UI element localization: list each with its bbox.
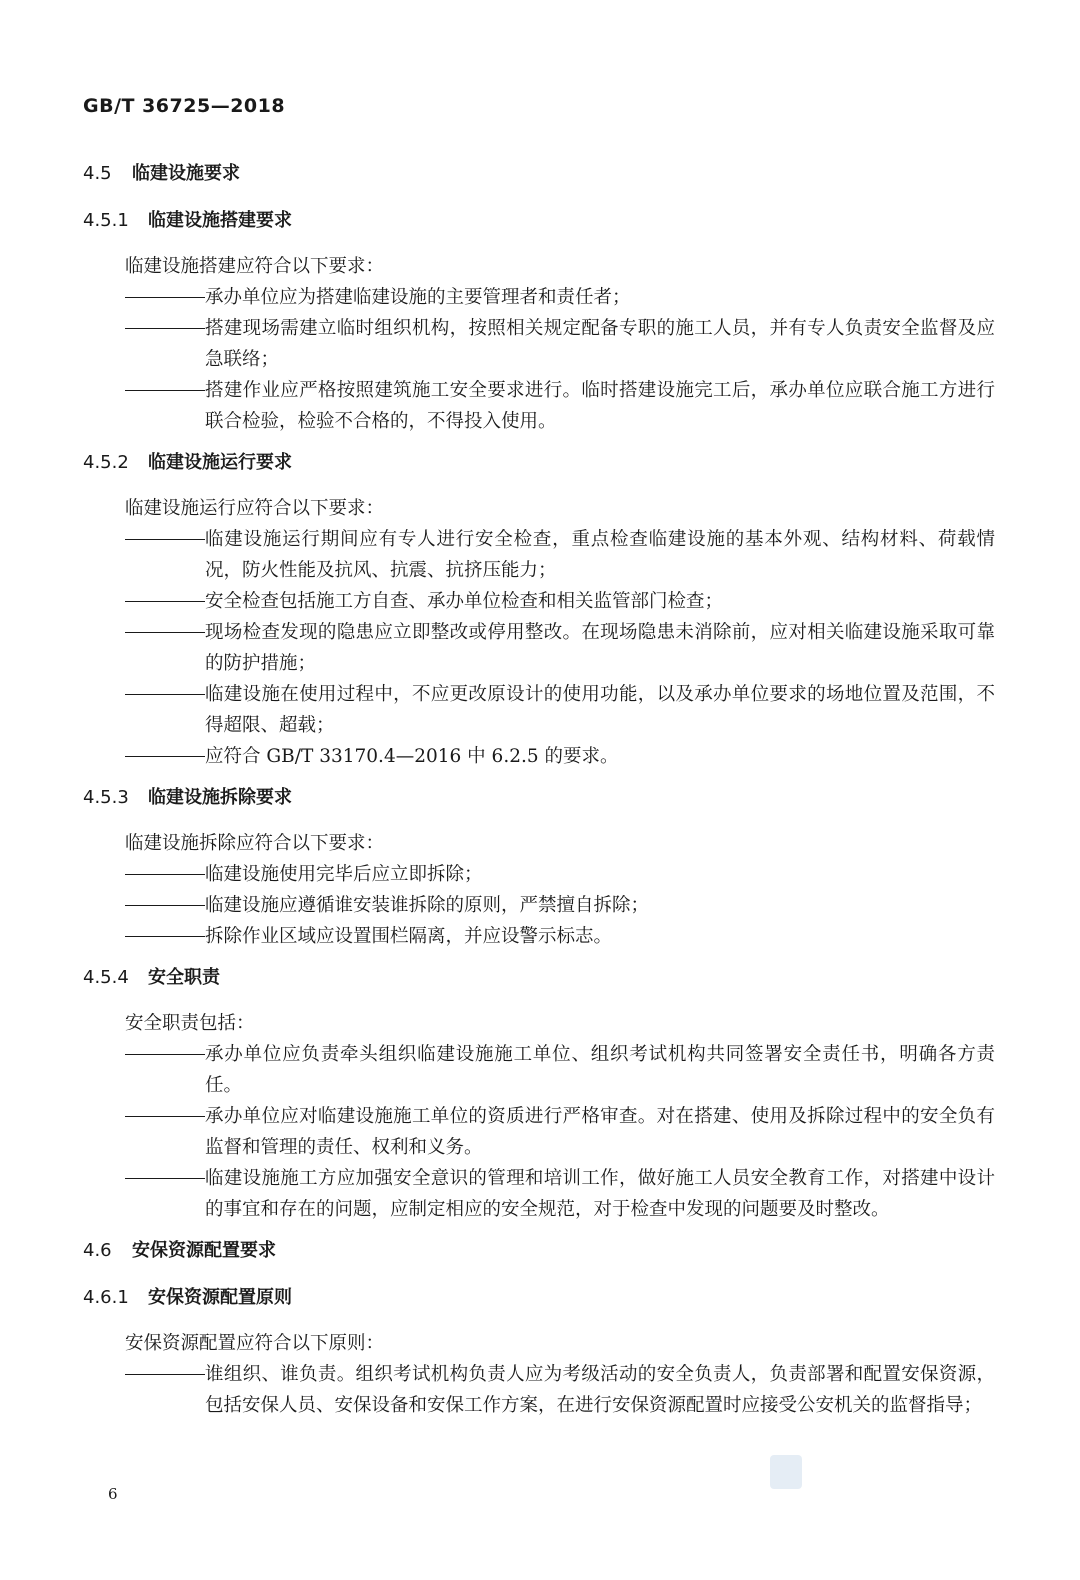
list-item: 谁组织、谁负责。组织考试机构负责人应为考级活动的安全负责人，负责部署和配置安保资源，包括安保人员、安保设备和安保工作方案，在进行安保资源配置时应接受公安机关的监督指导；: [83, 1359, 995, 1421]
heading-4-5-4: [83, 964, 995, 992]
list-item: 临建设施使用完毕后应立即拆除；: [83, 859, 995, 890]
heading-title: 安全职责: [148, 967, 220, 988]
section-intro: 安保资源配置应符合以下原则：: [125, 1333, 385, 1354]
list-item: 临建设施应遵循谁安装谁拆除的原则，严禁擅自拆除；: [83, 890, 995, 921]
section-4-5-4: [83, 964, 995, 1225]
section-intro: 临建设施拆除应符合以下要求：: [125, 833, 385, 854]
heading-number: 4.5.1: [83, 210, 129, 231]
list-item: 临建设施施工方应加强安全意识的管理和培训工作，做好施工人员安全教育工作，对搭建中设计的事宜和存在的问题，应制定相应的安全规范，对于检查中发现的问题要及时整改。: [83, 1163, 995, 1225]
section-4-5-2: [83, 449, 995, 772]
heading-4-5: [83, 160, 995, 188]
list-item: 承办单位应负责牵头组织临建设施施工单位、组织考试机构共同签署安全责任书，明确各方责任。: [83, 1039, 995, 1101]
section-intro: 临建设施搭建应符合以下要求：: [125, 256, 385, 277]
list-item: 搭建作业应严格按照建筑施工安全要求进行。临时搭建设施完工后，承办单位应联合施工方进行联合检验，检验不合格的，不得投入使用。: [83, 375, 995, 437]
watermark-logo: [770, 1455, 802, 1489]
heading-title: 临建设施要求: [132, 163, 240, 184]
section-intro: 安全职责包括：: [125, 1013, 255, 1034]
heading-4-5-1: [83, 207, 995, 235]
list-item: 临建设施在使用过程中，不应更改原设计的使用功能，以及承办单位要求的场地位置及范围，不得超限、超载；: [83, 679, 995, 741]
heading-4-6-1: [83, 1284, 995, 1312]
heading-title: 临建设施运行要求: [148, 452, 292, 473]
heading-4-6: [83, 1237, 995, 1265]
list-item: 应符合 GB/T 33170.4—2016 中 6.2.5 的要求。: [83, 741, 995, 772]
section-4-6-1: [83, 1284, 995, 1421]
list-item: 承办单位应对临建设施施工单位的资质进行严格审查。对在搭建、使用及拆除过程中的安全负有监督和管理的责任、权利和义务。: [83, 1101, 995, 1163]
heading-title: 安保资源配置要求: [132, 1240, 276, 1261]
heading-number: 4.6.1: [83, 1287, 129, 1308]
section-4-5-3: [83, 784, 995, 952]
list-item: 现场检查发现的隐患应立即整改或停用整改。在现场隐患未消除前，应对相关临建设施采取可靠的防护措施；: [83, 617, 995, 679]
heading-number: 4.5.2: [83, 452, 129, 473]
page-number: 6: [108, 1485, 118, 1503]
heading-4-5-3: [83, 784, 995, 812]
heading-number: 4.6: [83, 1240, 112, 1261]
list-item: 搭建现场需建立临时组织机构，按照相关规定配备专职的施工人员，并有专人负责安全监督及应急联络；: [83, 313, 995, 375]
heading-4-5-2: [83, 449, 995, 477]
heading-title: 临建设施搭建要求: [148, 210, 292, 231]
list-item: 拆除作业区域应设置围栏隔离，并应设警示标志。: [83, 921, 995, 952]
document-code: GB/T 36725—2018: [83, 95, 286, 117]
heading-number: 4.5.4: [83, 967, 129, 988]
heading-number: 4.5: [83, 163, 112, 184]
document-body: [83, 160, 995, 1433]
list-item: 承办单位应为搭建临建设施的主要管理者和责任者；: [83, 282, 995, 313]
list-item: 安全检查包括施工方自查、承办单位检查和相关监管部门检查；: [83, 586, 995, 617]
section-4-5-1: [83, 207, 995, 437]
heading-number: 4.5.3: [83, 787, 129, 808]
heading-title: 临建设施拆除要求: [148, 787, 292, 808]
list-item: 临建设施运行期间应有专人进行安全检查，重点检查临建设施的基本外观、结构材料、荷载情况，防火性能及抗风、抗震、抗挤压能力；: [83, 524, 995, 586]
section-intro: 临建设施运行应符合以下要求：: [125, 498, 385, 519]
heading-title: 安保资源配置原则: [148, 1287, 292, 1308]
